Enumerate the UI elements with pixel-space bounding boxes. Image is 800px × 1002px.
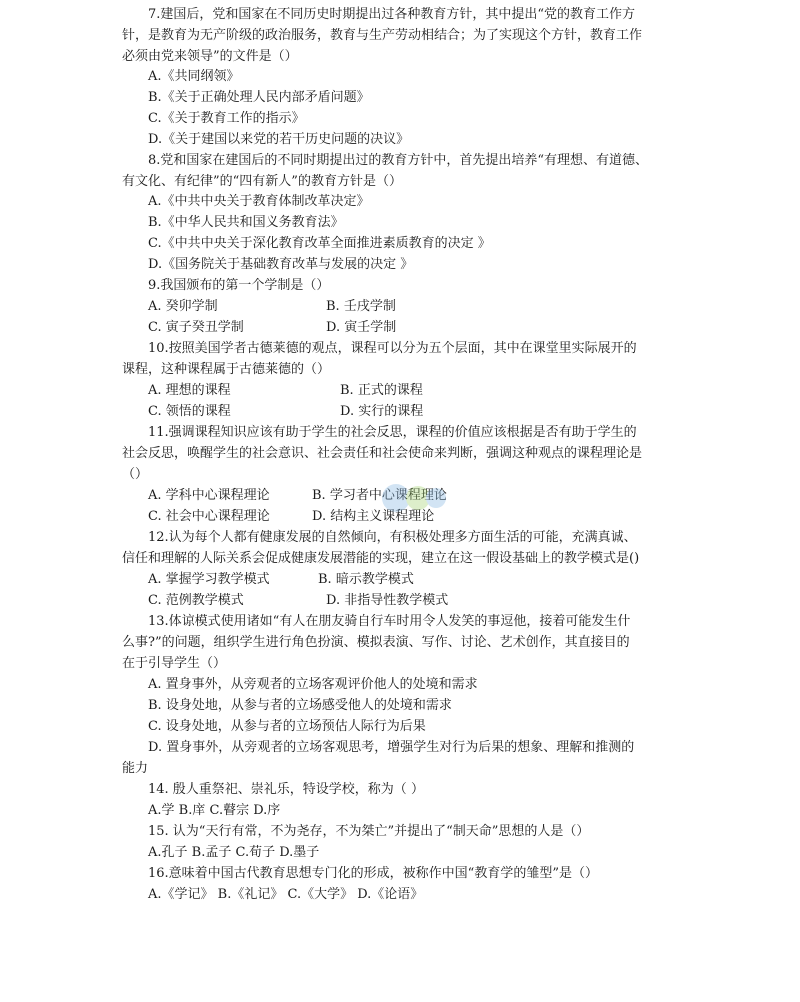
question-12-option-b: B. 暗示教学模式: [318, 572, 414, 587]
question-13-line-2: 么事?”的问题，组织学生进行角色扮演、模拟表演、写作、讨论、艺术创作，其直接目的: [122, 635, 630, 650]
question-11-option-b: B. 学习者中心课程理论: [312, 488, 447, 503]
question-11-line-3: （）: [122, 467, 149, 482]
question-13-option-d-line-1: D. 置身事外，从旁观者的立场客观思考，增强学生对行为后果的想象、理解和推测的: [148, 740, 635, 755]
question-8-option-c: C.《中共中央关于深化教育改革全面推进素质教育的决定 》: [148, 236, 491, 251]
question-16-line-1: 16.意味着中国古代教育思想专门化的形成，被称作中国“教育学的雏型”是（）: [148, 866, 598, 881]
question-13-line-3: 在于引导学生（）: [122, 656, 227, 671]
question-12-option-a: A. 掌握学习教学模式: [148, 572, 270, 587]
question-7-line-1: 7.建国后，党和国家在不同历史时期提出过各种教育方针，其中提出“党的教育工作方: [148, 7, 636, 22]
question-9-option-b: B. 壬戌学制: [326, 299, 396, 314]
question-7-option-a: A.《共同纲领》: [148, 69, 240, 84]
question-12-line-1: 12.认为每个人都有健康发展的自然倾向，有积极处理多方面生活的可能，充满真诚、: [148, 530, 637, 545]
question-10-option-b: B. 正式的课程: [340, 383, 423, 398]
question-13-option-d-line-2: 能力: [122, 761, 149, 776]
question-13-line-1: 13.体谅模式使用诸如“有人在朋友骑自行车时用令人发笑的事逗他，接着可能发生什: [148, 614, 631, 629]
question-8-option-d: D.《国务院关于基础教育改革与发展的决定 》: [148, 257, 414, 272]
question-10-option-a: A. 理想的课程: [148, 383, 231, 398]
question-13-option-c: C. 设身处地，从参与者的立场预估人际行为后果: [148, 719, 426, 734]
question-7-line-2: 针，是教育为无产阶级的政治服务，教育与生产劳动相结合；为了实现这个方针，教育工作: [122, 28, 643, 43]
question-9-option-d: D. 寅壬学制: [326, 320, 397, 335]
question-8-line-2: 有文化、有纪律”的“四有新人”的教育方针是（）: [122, 174, 402, 189]
question-9-option-a: A. 癸卯学制: [148, 299, 218, 314]
question-9-option-c: C. 寅子癸丑学制: [148, 320, 244, 335]
question-11-option-d: D. 结构主义课程理论: [312, 509, 435, 524]
question-8-option-b: B.《中华人民共和国义务教育法》: [148, 215, 344, 230]
question-14-options: A.学 B.庠 C.瞽宗 D.序: [148, 803, 281, 818]
question-11-option-a: A. 学科中心课程理论: [148, 488, 270, 503]
question-13-option-b: B. 设身处地，从参与者的立场感受他人的处境和需求: [148, 698, 452, 713]
question-14-line-1: 14. 殷人重祭祀、崇礼乐，特设学校，称为（ ）: [148, 782, 424, 797]
question-10-line-1: 10.按照美国学者古德莱德的观点，课程可以分为五个层面，其中在课堂里实际展开的: [148, 341, 637, 356]
question-12-option-d: D. 非指导性教学模式: [326, 593, 449, 608]
question-8-line-1: 8.党和国家在建国后的不同时期提出过的教育方针中，首先提出培养“有理想、有道德、: [148, 153, 649, 168]
question-7-line-3: 必须由党来领导”的文件是（）: [122, 49, 298, 64]
question-7-option-d: D.《关于建国以来党的若干历史问题的决议》: [148, 132, 410, 147]
question-15-line-1: 15. 认为“天行有常，不为尧存，不为桀亡”并提出了“制天命”思想的人是（）: [148, 824, 590, 839]
question-15-options: A.孔子 B.孟子 C.荀子 D.墨子: [148, 845, 320, 860]
question-9-line-1: 9.我国颁布的第一个学制是（）: [148, 278, 330, 293]
question-11-option-c: C. 社会中心课程理论: [148, 509, 270, 524]
question-11-line-1: 11.强调课程知识应该有助于学生的社会反思，课程的价值应该根据是否有助于学生的: [148, 425, 637, 440]
question-10-option-d: D. 实行的课程: [340, 404, 424, 419]
question-16-options: A.《学记》 B.《礼记》 C.《大学》 D.《论语》: [148, 887, 424, 902]
question-10-option-c: C. 领悟的课程: [148, 404, 231, 419]
question-7-option-b: B.《关于正确处理人民内部矛盾问题》: [148, 90, 370, 105]
question-12-line-2: 信任和理解的人际关系会促成健康发展潜能的实现，建立在这一假设基础上的教学模式是(): [122, 551, 640, 566]
question-7-option-c: C.《关于教育工作的指示》: [148, 111, 305, 126]
question-10-line-2: 课程，这种课程属于古德莱德的（）: [122, 362, 331, 377]
question-8-option-a: A.《中共中央关于教育体制改革决定》: [148, 194, 370, 209]
question-11-line-2: 社会反思，唤醒学生的社会意识、社会责任和社会使命来判断，强调这种观点的课程理论是: [122, 446, 643, 461]
question-13-option-a: A. 置身事外，从旁观者的立场客观评价他人的处境和需求: [148, 677, 478, 692]
question-12-option-c: C. 范例教学模式: [148, 593, 244, 608]
